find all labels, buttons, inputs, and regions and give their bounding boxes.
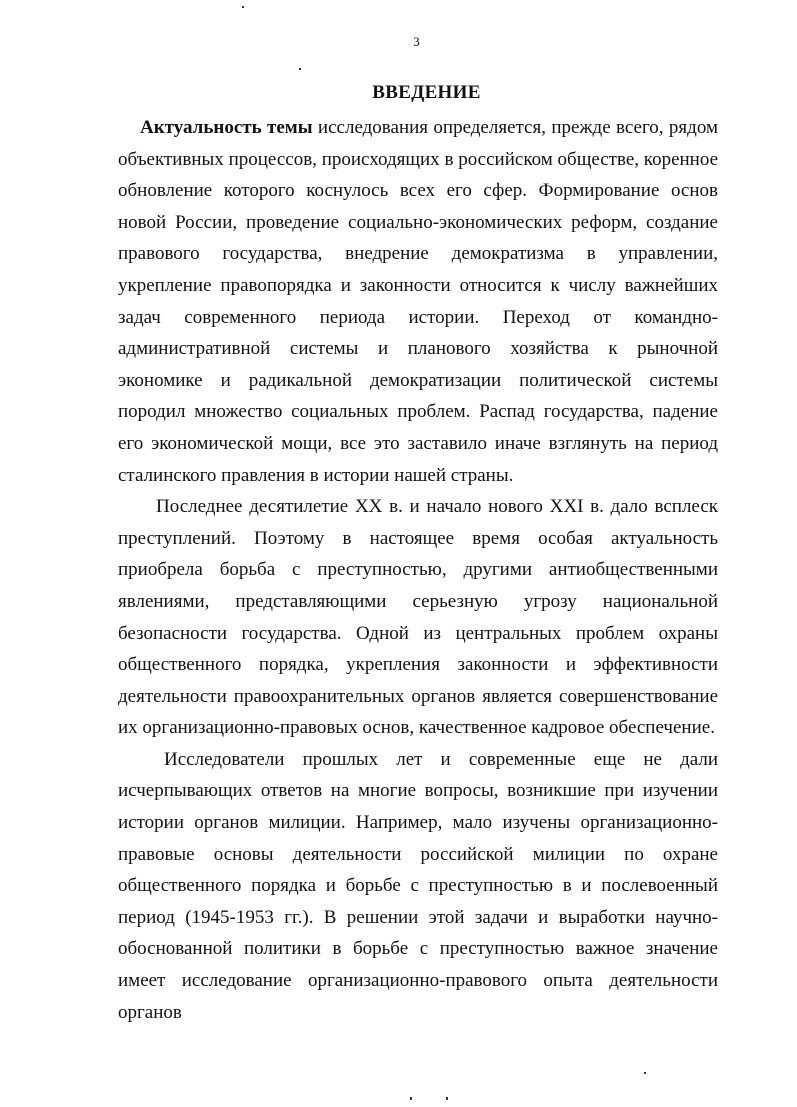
paragraph-2: Последнее десятилетие XX в. и начало нового XXI в. дало всплеск преступлений. Поэтому в настоящее время особая актуальность приобрела борьба с преступностью, другими антиобщественными явлениями, представляющими серьезную угрозу национальной безопасности государства. Одной из центральных проблем охраны общественного порядка, укрепления законности и эффективности деятельности правоохранительных органов является совершенствование их организационно-правовых основ, качественное кадровое обеспечение. bbox=[118, 496, 718, 739]
scan-speck bbox=[242, 6, 244, 8]
paragraph-lead: Актуальность темы bbox=[140, 117, 313, 138]
scan-speck bbox=[299, 68, 301, 70]
paragraph-1 bbox=[118, 112, 718, 491]
page-title: ВВЕДЕНИЕ bbox=[372, 82, 481, 103]
body-text bbox=[118, 112, 718, 1028]
scan-speck bbox=[644, 1072, 646, 1074]
page-number: 3 bbox=[413, 34, 420, 49]
paragraph-1-text: исследования определяется, прежде всего, рядом объективных процессов, происходящих в российском обществе, коренное обновление которого коснулось всех его сфер. Формирование основ новой России, проведение социально-экономических реформ, создание правового государства, внедрение демократизма в управлении, укрепление правопорядка и законности относится к числу важнейших задач современного периода истории. Переход от командно-административной системы и планового хозяйства к рыночной экономике и радикальной демократизации политической системы породил множество социальных проблем. Распад государства, падение его экономической мощи, все это заставило иначе взглянуть на период сталинского правления в истории нашей страны. bbox=[118, 117, 718, 486]
paragraph-3: Исследователи прошлых лет и современные еще не дали исчерпывающих ответов на многие вопросы, возникшие при изучении истории органов милиции. Например, мало изучены организационно-правовые основы деятельности российской милиции по охране общественного порядка и борьбе с преступностью в и послевоенный период (1945-1953 гг.). В решении этой задачи и выработки научно-обоснованной политики в борьбе с преступностью важное значение имеет исследование организационно-правового опыта деятельности органов bbox=[118, 748, 718, 1023]
scan-speck bbox=[410, 1097, 412, 1100]
scan-speck bbox=[446, 1097, 448, 1100]
